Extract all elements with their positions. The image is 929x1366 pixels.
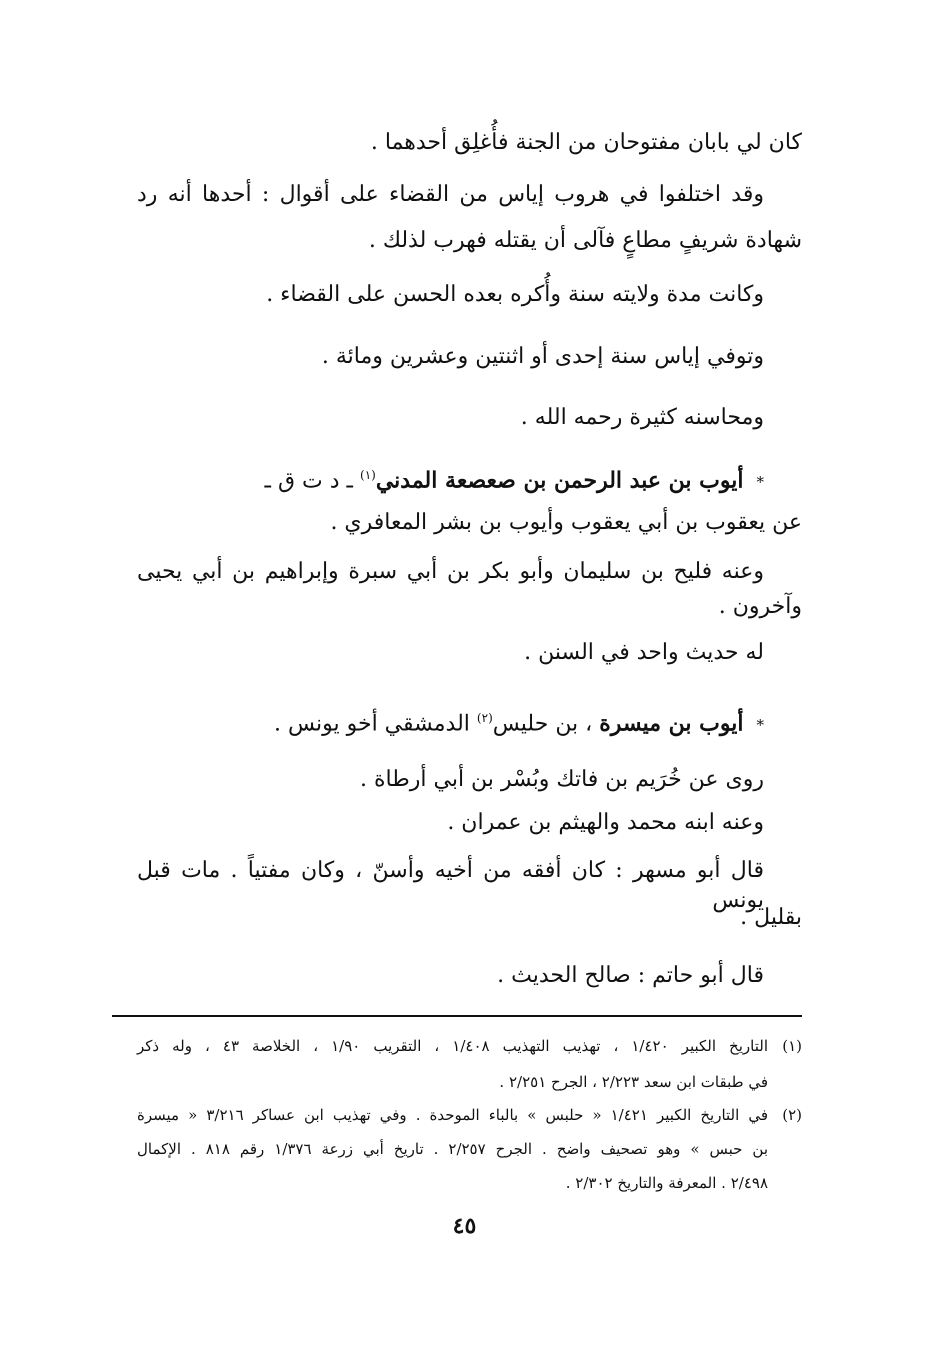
footnote — [137, 1035, 802, 1057]
entry-name: أيوب بن عبد الرحمن بن صعصعة المدني — [375, 467, 744, 494]
entry-bullet: * — [756, 473, 764, 492]
footnote-line: ٢/٤٩٨ . المعرفة والتاريخ ٢/٣٠٢ . — [565, 1174, 768, 1192]
footnote-separator — [112, 1015, 802, 1017]
footnote-line: بن حبس » وهو تصحيف واضح . الجرح ٢/٢٥٧ . تاريخ أبي زرعة ١/٣٧٦ رقم ٨١٨ . الإكمال — [137, 1140, 769, 1158]
footnote-text: التاريخ الكبير ١/٤٢٠ ، تهذيب التهذيب ١/٤٠٨ ، التقريب ١/٩٠ ، الخلاصة ٤٣ ، وله ذكر — [137, 1037, 768, 1055]
footnote-number: (٢) — [782, 1106, 802, 1124]
text-line: وقد اختلفوا في هروب إياس من القضاء على أقوال : أحدها أنه رد — [137, 182, 764, 207]
text-line: قال أبو حاتم : صالح الحديث . — [497, 963, 764, 988]
footnote-ref: (١) — [360, 468, 376, 482]
text-line: شهادة شريفٍ مطاعٍ فآلى أن يقتله فهرب لذلك . — [368, 228, 802, 253]
footnote-number: (١) — [782, 1037, 802, 1055]
text-line: له حديث واحد في السنن . — [524, 640, 764, 665]
footnote-ref: (٢) — [476, 711, 493, 725]
entry-bullet: * — [756, 716, 764, 735]
text-line: ومحاسنه كثيرة رحمه الله . — [520, 405, 764, 430]
entry-text: الدمشقي أخو يونس . — [273, 711, 470, 737]
text-line: وكانت مدة ولايته سنة وأُكره بعده الحسن على القضاء . — [266, 282, 764, 307]
text-line: وعنه ابنه محمد والهيثم بن عمران . — [447, 810, 764, 835]
footnote-line: في طبقات ابن سعد ٢/٢٢٣ ، الجرح ٢/٢٥١ . — [499, 1073, 768, 1091]
text-line: وتوفي إياس سنة إحدى أو اثنتين وعشرين ومائة . — [321, 344, 764, 369]
page-number: ٤٥ — [452, 1213, 477, 1239]
text-line: بقليل . — [740, 905, 802, 930]
entry-text: ، بن حليس — [492, 711, 593, 737]
entry-heading — [274, 703, 764, 740]
text-line: كان لي بابان مفتوحان من الجنة فأُغلِق أحدهما . — [370, 130, 802, 155]
entry-heading — [265, 460, 764, 497]
entry-codes: ـ د ت ق ـ — [264, 468, 353, 494]
footnote-text: في التاريخ الكبير ١/٤٢١ « حلبس » بالباء الموحدة . وفي تهذيب ابن عساكر ٣/٢١٦ « ميسرة — [137, 1106, 768, 1124]
entry-name: أيوب بن ميسرة — [599, 710, 744, 737]
text-line: وعنه فليح بن سليمان وأبو بكر بن أبي سبرة وإبراهيم بن أبي يحيى — [137, 559, 764, 584]
text-line: وآخرون . — [718, 594, 802, 619]
text-line: عن يعقوب بن أبي يعقوب وأيوب بن بشر المعافري . — [330, 510, 802, 535]
text-line: قال أبو مسهر : كان أفقه من أخيه وأسنّ ، وكان مفتياً . مات قبل يونس — [137, 858, 764, 913]
footnote — [137, 1104, 802, 1126]
text-line: روى عن خُرَيم بن فاتك وبُسْر بن أبي أرطاة . — [360, 767, 764, 792]
